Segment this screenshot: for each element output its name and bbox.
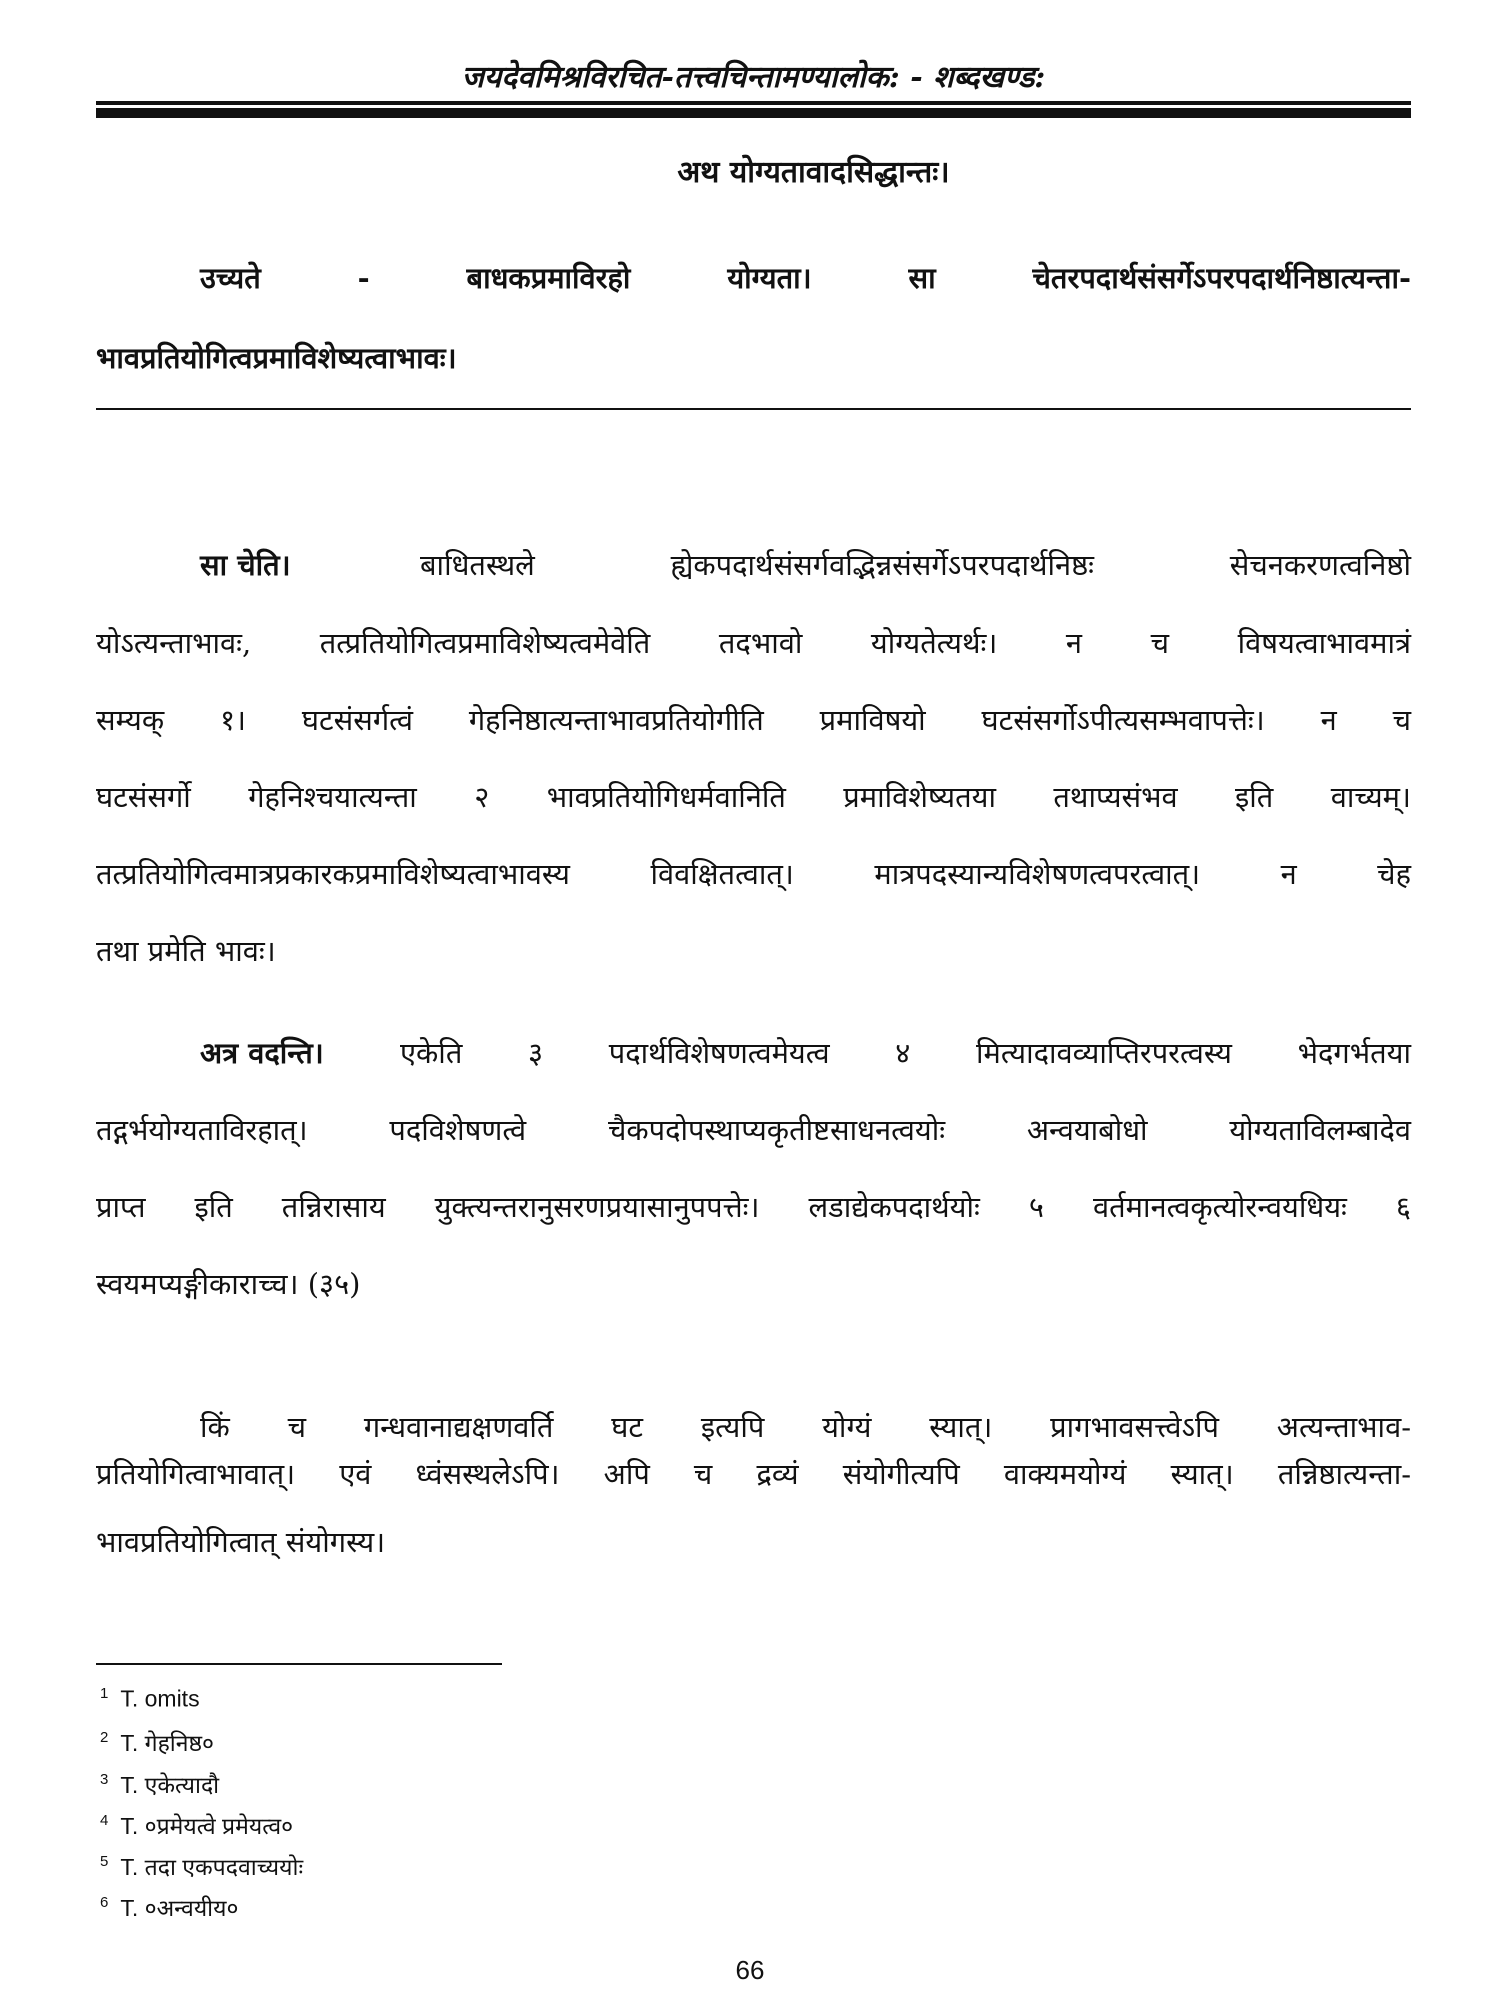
commentary-line: तथा प्रमेति भावः।	[96, 934, 276, 968]
header-rule-thin	[96, 101, 1411, 105]
footnote	[100, 1726, 214, 1758]
footnote	[100, 1768, 219, 1800]
footnote-number: 3	[100, 1771, 109, 1789]
footnote-number: 4	[100, 1812, 109, 1830]
commentary-lead: सा चेति।	[200, 548, 291, 582]
commentary-line: बाधितस्थले ह्येकपदार्थसंसर्गवद्भिन्नसंसर्गेऽपरपदार्थनिष्ठः सेचनकरणत्वनिष्ठो	[420, 548, 1411, 582]
commentary-line: भावप्रतियोगित्वात् संयोगस्य।	[96, 1525, 386, 1559]
running-head: जयदेवमिश्रविरचित-तत्त्वचिन्तामण्यालोक: - शब्दखण्ड:	[461, 60, 1046, 95]
commentary-line: सम्यक् १। घटसंसर्गत्वं गेहनिष्ठात्यन्ताभावप्रतियोगीति प्रमाविषयो घटसंसर्गोऽपीत्यसम्भवापत्तेः। न च	[96, 703, 1411, 737]
footnote-number: 5	[100, 1853, 109, 1871]
page-number: 66	[735, 1955, 765, 1985]
commentary-line: प्रतियोगित्वाभावात्। एवं ध्वंसस्थलेऽपि। अपि च द्रव्यं संयोगीत्यपि वाक्यमयोग्यं स्यात्। तन्निष्ठात्यन्ता-	[96, 1457, 1411, 1491]
commentary-line: योऽत्यन्ताभावः, तत्प्रतियोगित्वप्रमाविशेष्यत्वमेवेति तदभावो योग्यतेत्यर्थः। न च विषयत्वाभावमात्रं	[96, 626, 1411, 660]
footnote	[100, 1809, 293, 1841]
footnote-text: T. ०प्रमेयत्वे प्रमेयत्व०	[120, 1813, 294, 1839]
footnote-text: T. एकेत्यादौ	[120, 1772, 220, 1798]
footnote-rule	[96, 1663, 502, 1665]
footnote-text: T. गेहनिष्ठ०	[120, 1730, 215, 1756]
footnote	[100, 1685, 200, 1713]
commentary-line: एकेति ३ पदार्थविशेषणत्वमेयत्व ४ मित्यादावव्याप्तिरपरत्वस्य भेदगर्भतया	[400, 1036, 1411, 1070]
header-rule-thick	[96, 108, 1411, 118]
commentary-line: किं च गन्धवानाद्यक्षणवर्ति घट इत्यपि योग्यं स्यात्। प्रागभावसत्त्वेऽपि अत्यन्ताभाव-	[200, 1410, 1411, 1444]
commentary-lead: अत्र वदन्ति।	[200, 1036, 324, 1070]
footnote-number: 1	[100, 1685, 109, 1702]
footnote	[100, 1891, 238, 1923]
footnote	[100, 1850, 303, 1882]
commentary-line: तद्गर्भयोग्यताविरहात्। पदविशेषणत्वे चैकपदोपस्थाप्यकृतीष्टसाधनत्वयोः अन्वयाबोधो योग्यताविलम्बादेव	[96, 1113, 1411, 1147]
footnote-text: T. ०अन्वयीय०	[120, 1895, 239, 1921]
footnote-text: T. omits	[120, 1685, 200, 1712]
footnote-number: 6	[100, 1894, 109, 1912]
section-heading: अथ योग्यतावादसिद्धान्तः।	[677, 155, 950, 190]
footnote-number: 2	[100, 1729, 109, 1747]
mula-line: भावप्रतियोगित्वप्रमाविशेष्यत्वाभावः।	[96, 341, 457, 375]
mula-line: उच्यते - बाधकप्रमाविरहो योग्यता। सा चेतरपदार्थसंसर्गेऽपरपदार्थनिष्ठात्यन्ता-	[200, 261, 1411, 295]
commentary-line: स्वयमप्यङ्गीकाराच्च। (३५)	[96, 1267, 361, 1301]
commentary-line: प्राप्त इति तन्निरासाय युक्त्यन्तरानुसरणप्रयासानुपपत्तेः। लडाद्येकपदार्थयोः ५ वर्तमानत्वकृत्योरन्वयधियः ६	[96, 1190, 1411, 1224]
mula-commentary-divider	[96, 408, 1411, 410]
commentary-line: तत्प्रतियोगित्वमात्रप्रकारकप्रमाविशेष्यत्वाभावस्य विवक्षितत्वात्। मात्रपदस्यान्यविशेषणत्वपरत्वात्। न चेह	[96, 857, 1411, 891]
footnote-text: T. तदा एकपदवाच्ययोः	[120, 1854, 304, 1880]
commentary-line: घटसंसर्गो गेहनिश्चयात्यन्ता २ भावप्रतियोगिधर्मवानिति प्रमाविशेष्यतया तथाप्यसंभव इति वाच्यम्।	[96, 780, 1411, 814]
